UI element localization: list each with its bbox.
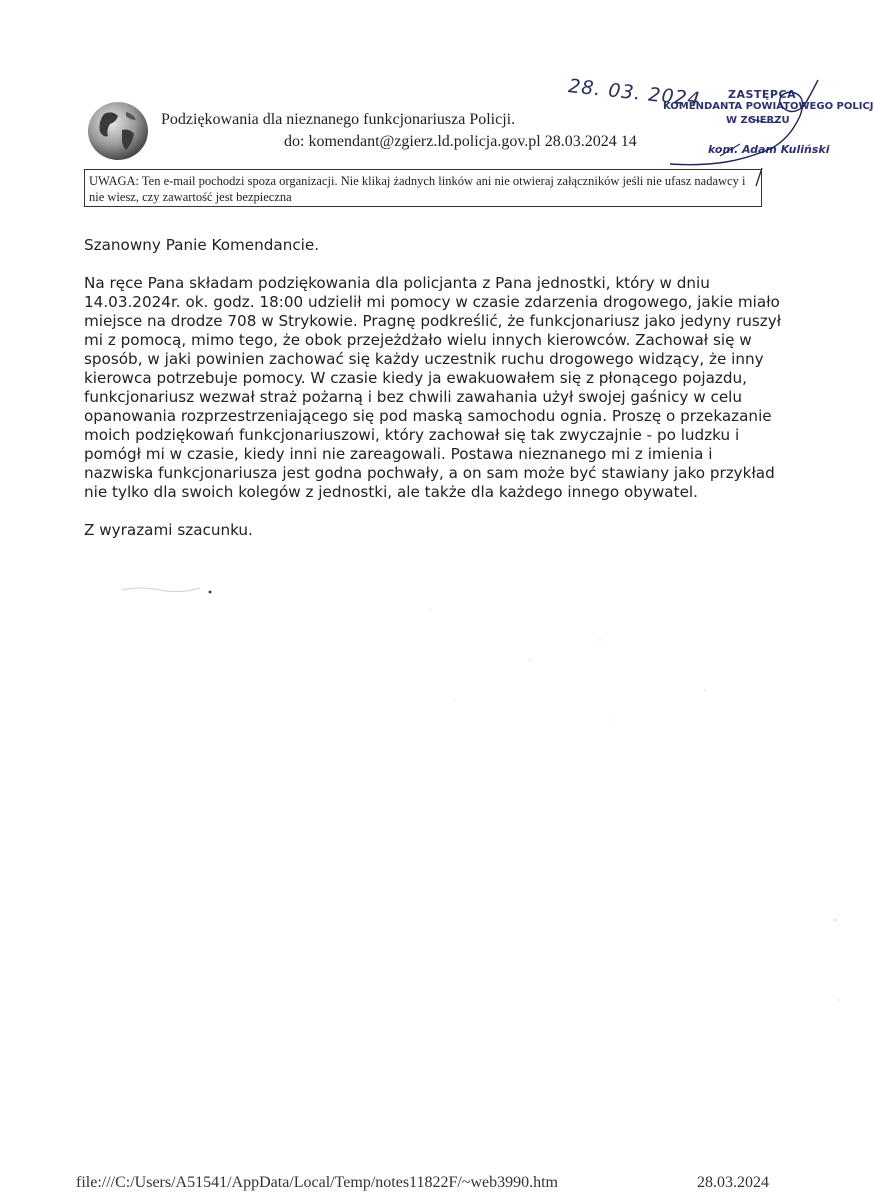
stamp-date: 28. 03. 2024 [567,75,702,111]
print-footer-path: file:///C:/Users/A51541/AppData/Local/Temp/notes11822F/~web3990.htm [76,1174,558,1191]
stamp-line: KOMENDANTA POWIATOWEGO POLICJ [663,101,874,112]
letter-body [84,236,784,540]
print-footer-date: 28.03.2024 [697,1174,769,1191]
letter-paragraph: Na ręce Pana składam podziękowania dla policjanta z Pana jednostki, który w dniu 14.03.2024r. ok. godz. 18:00 udzielił mi pomocy w czasie zdarzenia drogowego, jakie miało miejsce na drodze 708 w Strykowie. Pragnę podkreślić, że funkcjonariusz jako jedyny ruszył mi z pomocą, mimo tego, że obok przejeżdżało wielu innych kierowców. Zachował się w sposób, w jaki powinien zachować się każdy uczestnik ruchu drogowego widzący, że inny kierowca potrzebuje pomocy. W czasie kiedy ja ewakuowałem się z płonącego pojazdu, funkcjonariusz wezwał straż pożarną i bez chwili zawahania użył swojej gaśnicy w celu opanowania rozprzestrzeniającego się pod maską samochodu ognia. Proszę o przekazanie moich podziękowań funkcjonariuszowi, który zachował się tak zwyczajnie - po ludzku i pomógł mi w czasie, kiedy inni nie zareagowali. Postawa nieznanego mi z imienia i nazwiska funkcjonariusza jest godna pochwały, a on sam może być stawiany jako przykład nie tylko dla swoich kolegów z jednostki, ale także dla każdego innego obywatel. [84,274,782,501]
stamp-title: ZASTĘPCA [728,88,797,101]
redacted-signature [120,582,220,596]
email-recipient-line: do: komendant@zgierz.ld.policja.gov.pl 28.03.2024 14 [284,133,637,150]
stamp-name: kom. Adam Kuliński [708,143,830,156]
globe-icon [86,100,150,162]
letter-closing: Z wyrazami szacunku. [84,521,253,539]
letter-greeting: Szanowny Panie Komendancie. [84,236,320,254]
warning-label: UWAGA: [89,174,139,188]
external-email-warning [84,169,762,207]
warning-text: Ten e-mail pochodzi spoza organizacji. Nie klikaj żadnych linków ani nie otwieraj załączników jeśli nie ufasz nadawcy i nie wiesz, czy zawartość jest bezpieczna [89,174,746,204]
stamp-line: W ZGIERZU [726,115,790,126]
email-subject: Podziękowania dla nieznanego funkcjonariusza Policji. [161,111,516,128]
